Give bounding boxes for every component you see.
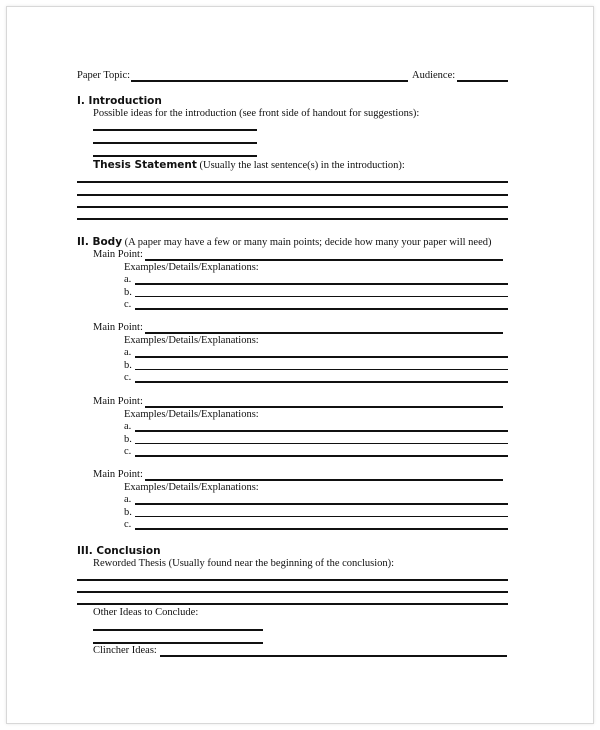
audience-blank[interactable] (457, 80, 508, 82)
example-blank[interactable] (135, 516, 508, 518)
intro-idea-blank[interactable] (93, 142, 257, 144)
example-blank[interactable] (135, 430, 508, 432)
example-blank[interactable] (135, 296, 508, 298)
main-point-label: Main Point: (93, 396, 143, 407)
example-blank[interactable] (135, 381, 508, 383)
sub-item-label: b. (124, 506, 132, 518)
thesis-note: (Usually the last sentence(s) in the introduction): (196, 160, 405, 171)
ideas-prompt: Possible ideas for the introduction (see front side of handout for suggestions): (93, 108, 420, 119)
reworded-thesis-blank[interactable] (77, 603, 508, 605)
intro-idea-blank[interactable] (93, 129, 257, 131)
example-blank[interactable] (135, 503, 508, 505)
body-note: (A paper may have a few or many main points; decide how many your paper will need) (122, 237, 492, 248)
sub-item-label: c. (124, 372, 132, 383)
example-blank[interactable] (135, 443, 508, 445)
example-blank[interactable] (135, 369, 508, 371)
body-heading: II. Body (77, 236, 123, 248)
sub-item-label: a. (124, 494, 132, 505)
other-ideas-blank[interactable] (93, 629, 263, 631)
example-blank[interactable] (135, 356, 508, 358)
sub-item-label: c. (124, 446, 132, 457)
sub-item-label: c. (124, 519, 132, 530)
sub-item-label: b. (124, 433, 132, 445)
thesis-blank[interactable] (77, 181, 508, 183)
clincher-label: Clincher Ideas: (93, 645, 157, 656)
clincher-blank[interactable] (160, 655, 507, 657)
sub-item-label: b. (124, 359, 132, 371)
sub-item-label: a. (124, 274, 132, 285)
sub-item-label: c. (124, 299, 132, 310)
main-point-label: Main Point: (93, 249, 143, 260)
example-blank[interactable] (135, 455, 508, 457)
thesis-blank[interactable] (77, 206, 508, 208)
examples-label: Examples/Details/Explanations: (124, 262, 259, 273)
examples-label: Examples/Details/Explanations: (124, 482, 259, 493)
reworded-thesis-prompt: Reworded Thesis (Usually found near the beginning of the conclusion): (93, 558, 395, 569)
reworded-thesis-blank[interactable] (77, 591, 508, 593)
paper-topic-label: Paper Topic: (77, 70, 131, 81)
sub-item-label: a. (124, 421, 132, 432)
thesis-heading: Thesis Statement (93, 159, 197, 171)
intro-idea-blank[interactable] (93, 155, 257, 157)
other-ideas-label: Other Ideas to Conclude: (93, 607, 199, 618)
sub-item-label: a. (124, 347, 132, 358)
conclusion-heading: III. Conclusion (77, 545, 161, 557)
introduction-heading: I. Introduction (77, 95, 162, 107)
example-blank[interactable] (135, 308, 508, 310)
examples-label: Examples/Details/Explanations: (124, 335, 259, 346)
main-point-label: Main Point: (93, 469, 143, 480)
paper-topic-blank[interactable] (131, 80, 408, 82)
main-point-label: Main Point: (93, 322, 143, 333)
audience-label: Audience: (412, 70, 456, 81)
example-blank[interactable] (135, 283, 508, 285)
thesis-blank[interactable] (77, 218, 508, 220)
thesis-statement-prompt (93, 158, 405, 173)
sub-item-label: b. (124, 286, 132, 298)
examples-label: Examples/Details/Explanations: (124, 409, 259, 420)
thesis-blank[interactable] (77, 194, 508, 196)
example-blank[interactable] (135, 528, 508, 530)
reworded-thesis-blank[interactable] (77, 579, 508, 581)
